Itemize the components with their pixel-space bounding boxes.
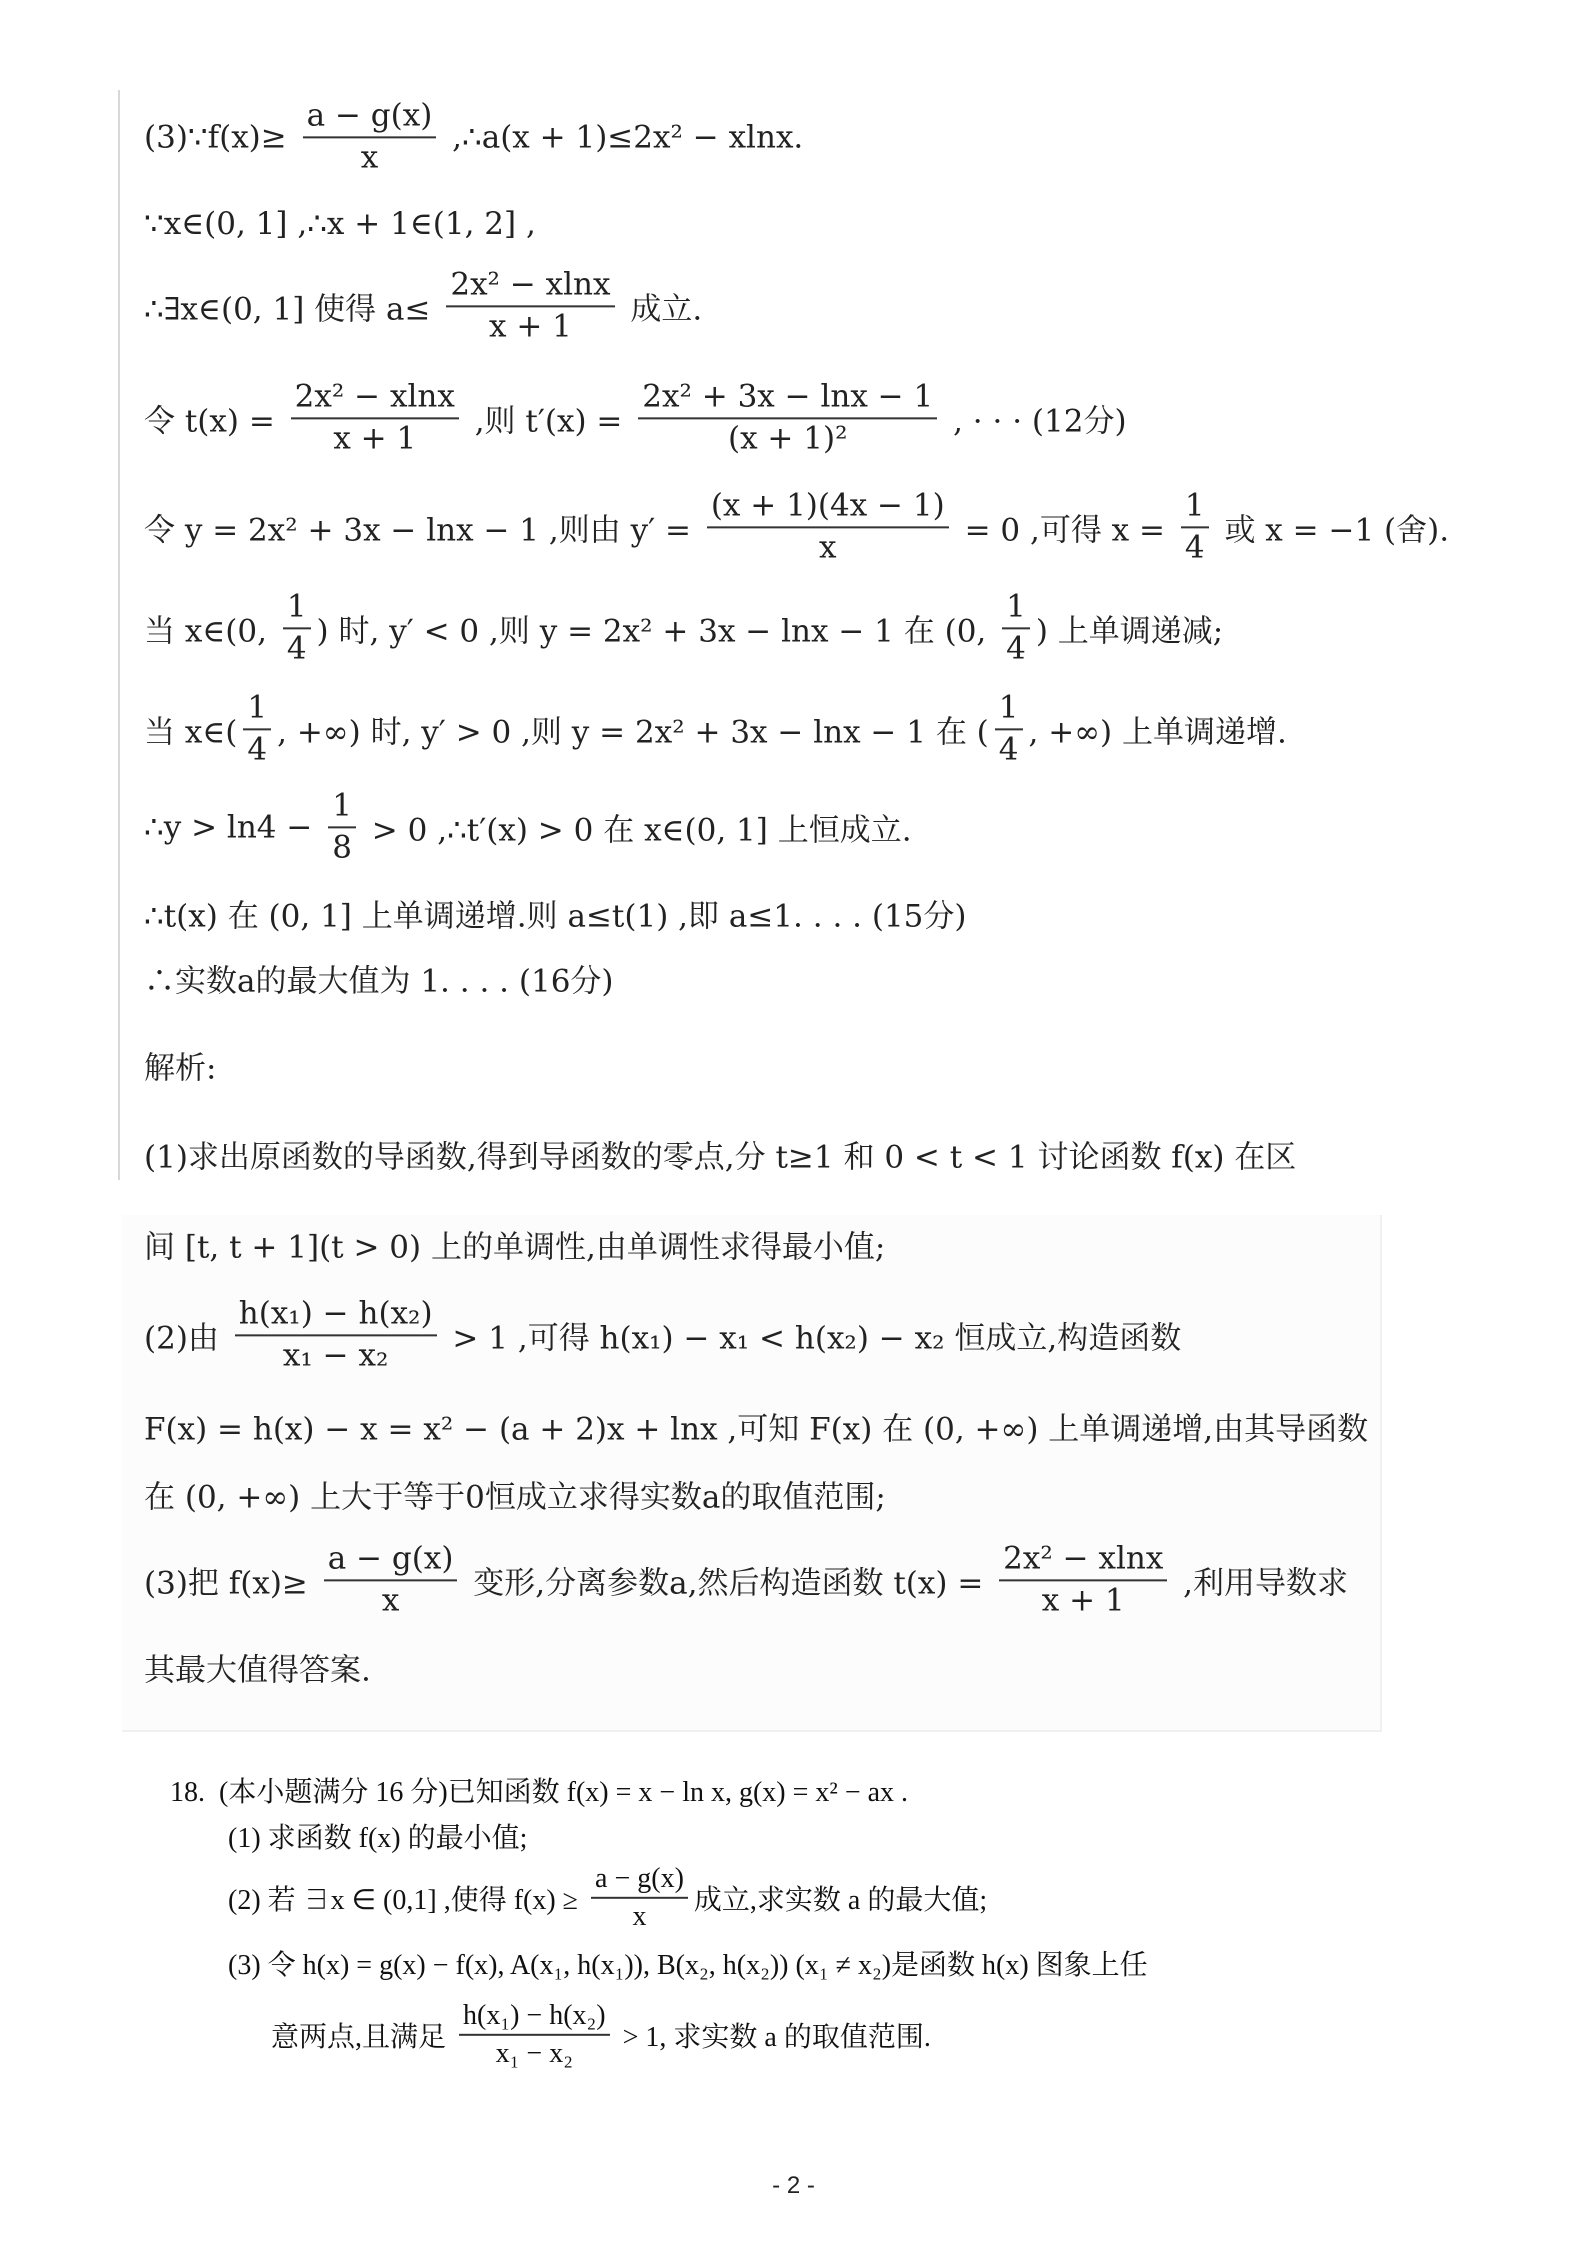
denominator: x	[819, 529, 837, 565]
text-segment: ∴实数a的最大值为 1. . . . (16分)	[144, 963, 614, 1000]
denominator: x₁ − x₂	[282, 1337, 389, 1373]
fraction	[243, 690, 271, 767]
fraction	[291, 379, 459, 456]
analysis-line	[144, 1132, 1296, 1177]
fraction	[1181, 488, 1209, 565]
denominator: 4	[998, 731, 1019, 767]
text-segment: , +∞) 上单调递增.	[1028, 714, 1287, 751]
analysis-line	[144, 1296, 1181, 1373]
denominator: 4	[247, 731, 268, 767]
text-segment: > 0 ,∴t′(x) > 0 在 x∈(0, 1] 上恒成立.	[361, 812, 912, 849]
denominator: x₁ − x₂	[495, 2038, 573, 2069]
denominator: x + 1	[1041, 1582, 1125, 1618]
denominator: x + 1	[333, 420, 417, 456]
text-segment: ∴t(x) 在 (0, 1] 上单调递增.则 a≤t(1) ,即 a≤1. . . . (15分)	[144, 898, 967, 935]
numerator: 1	[283, 589, 311, 629]
solution-line	[144, 788, 912, 865]
text-segment: 其最大值得答案.	[144, 1652, 371, 1689]
denominator: 4	[1006, 630, 1026, 666]
text-segment: 解析:	[144, 1050, 217, 1087]
question-part	[228, 1943, 1148, 1983]
denominator: 8	[332, 829, 352, 865]
numerator: 1	[328, 788, 356, 828]
text-segment: (3)把 f(x)≥	[144, 1565, 318, 1602]
fraction	[995, 690, 1023, 767]
text-segment: 意两点,且满足	[271, 2022, 454, 2053]
text-segment: ) 上单调递减;	[1035, 613, 1224, 650]
text-segment: 变形,分离参数a,然后构造函数 t(x) =	[463, 1565, 994, 1602]
analysis-line	[144, 1472, 886, 1517]
denominator: x + 1	[488, 308, 572, 344]
numerator: a − g(x)	[303, 98, 437, 138]
text-segment: (2)由	[144, 1320, 229, 1357]
solution-line	[144, 379, 1127, 456]
analysis-line	[144, 1541, 1348, 1618]
question-part	[228, 1816, 527, 1856]
numerator: 1	[243, 690, 271, 730]
text-segment: > 1, 求实数 a 的取值范围.	[615, 2022, 931, 2053]
analysis-line	[144, 1404, 1368, 1449]
text-segment: (1)求出原函数的导函数,得到导函数的零点,分 t≥1 和 0 < t < 1 讨论函数 f(x) 在区	[144, 1139, 1297, 1176]
text-segment: , · · · (12分)	[943, 403, 1127, 440]
numerator: 2x² − xlnx	[446, 267, 614, 307]
numerator: 2x² − xlnx	[291, 379, 459, 419]
fraction	[324, 1541, 458, 1618]
text-segment: (2) 若 ∃x ∈ (0,1] ,使得 f(x) ≥	[228, 1885, 586, 1916]
denominator: x	[632, 1901, 647, 1932]
text-segment: , +∞) 时, y′ > 0 ,则 y = 2x² + 3x − lnx − 1 在 (	[277, 714, 989, 751]
text-segment: 令 y = 2x² + 3x − lnx − 1 ,则由 y′ =	[144, 512, 701, 549]
fraction	[591, 1863, 688, 1933]
text-segment: ∴∃x∈(0, 1] 使得 a≤	[144, 291, 441, 328]
text-segment: 令 t(x) =	[144, 403, 285, 440]
solution-line	[144, 488, 1449, 565]
fraction	[459, 2000, 610, 2070]
solution-line	[144, 267, 702, 344]
numerator: a − g(x)	[324, 1541, 458, 1581]
denominator: (x + 1)²	[728, 420, 848, 456]
text-segment: ,利用导数求	[1173, 1565, 1349, 1602]
denominator: x	[360, 139, 379, 175]
solution-line	[144, 206, 536, 242]
analysis-line	[144, 1222, 885, 1267]
denominator: 4	[1184, 529, 1205, 565]
text-segment: (3)∵f(x)≥	[144, 119, 297, 155]
text-segment: 18. (本小题满分 16 分)已知函数 f(x) = x − ln x, g(x) = x² − ax .	[170, 1777, 909, 1808]
text-segment: 在 (0, +∞) 上大于等于0恒成立求得实数a的取值范围;	[144, 1479, 886, 1516]
solution-line	[144, 956, 614, 1001]
numerator: 1	[1002, 589, 1030, 629]
denominator: x	[381, 1582, 400, 1618]
question-stem	[170, 1770, 908, 1810]
text-segment: (1) 求函数 f(x) 的最小值;	[228, 1823, 528, 1854]
fraction	[707, 488, 949, 565]
fraction	[1002, 589, 1030, 666]
fraction	[638, 379, 937, 456]
numerator: h(x₁) − h(x₂)	[235, 1296, 437, 1336]
analysis-line	[144, 1645, 371, 1690]
fraction	[446, 267, 614, 344]
question-part	[228, 1863, 987, 1933]
text-segment: (3) 令 h(x) = g(x) − f(x), A(x₁, h(x₁)), B(x₂, h(x₂)) (x₁ ≠ x₂)是函数 h(x) 图象上任	[228, 1950, 1148, 1981]
text-segment: F(x) = h(x) − x = x² − (a + 2)x + lnx ,可知 F(x) 在 (0, +∞) 上单调递增,由其导函数	[144, 1411, 1369, 1448]
fraction	[303, 98, 437, 175]
solution-line	[144, 891, 967, 936]
numerator: h(x₁) − h(x₂)	[459, 2000, 610, 2036]
text-segment: 成立,求实数 a 的最大值;	[693, 1885, 988, 1916]
solution-line	[144, 690, 1287, 767]
numerator: 2x² − xlnx	[999, 1541, 1167, 1581]
text-segment: > 1 ,可得 h(x₁) − x₁ < h(x₂) − x₂ 恒成立,构造函数	[442, 1320, 1182, 1357]
numerator: (x + 1)(4x − 1)	[707, 488, 949, 528]
analysis-heading	[144, 1043, 216, 1088]
fraction	[328, 788, 356, 865]
numerator: 1	[1181, 488, 1209, 528]
text-segment: ∵x∈(0, 1] ,∴x + 1∈(1, 2] ,	[144, 206, 536, 242]
text-segment: = 0 ,可得 x =	[954, 512, 1175, 549]
text-segment: ) 时, y′ < 0 ,则 y = 2x² + 3x − lnx − 1 在 (0,	[316, 613, 997, 650]
text-segment: 当 x∈(	[144, 714, 238, 751]
text-segment: 或 x = −1 (舍).	[1214, 512, 1450, 549]
margin-line	[118, 90, 120, 1180]
numerator: 2x² + 3x − lnx − 1	[638, 379, 937, 419]
question-part	[271, 2000, 931, 2070]
text-segment: 间 [t, t + 1](t > 0) 上的单调性,由单调性求得最小值;	[144, 1229, 886, 1266]
page-number: - 2 -	[772, 2172, 815, 2199]
text-segment: ,∴a(x + 1)≤2x² − xlnx.	[442, 119, 804, 155]
fraction	[283, 589, 311, 666]
numerator: 1	[995, 690, 1023, 730]
text-segment: ,则 t′(x) =	[464, 403, 633, 440]
solution-line	[144, 98, 803, 175]
numerator: a − g(x)	[591, 1863, 688, 1899]
fraction	[235, 1296, 437, 1373]
denominator: 4	[286, 630, 307, 666]
text-segment: ∴y > ln4 −	[144, 809, 323, 845]
text-segment: 当 x∈(0,	[144, 613, 277, 650]
text-segment: 成立.	[620, 291, 703, 328]
fraction	[999, 1541, 1167, 1618]
solution-line	[144, 589, 1223, 666]
